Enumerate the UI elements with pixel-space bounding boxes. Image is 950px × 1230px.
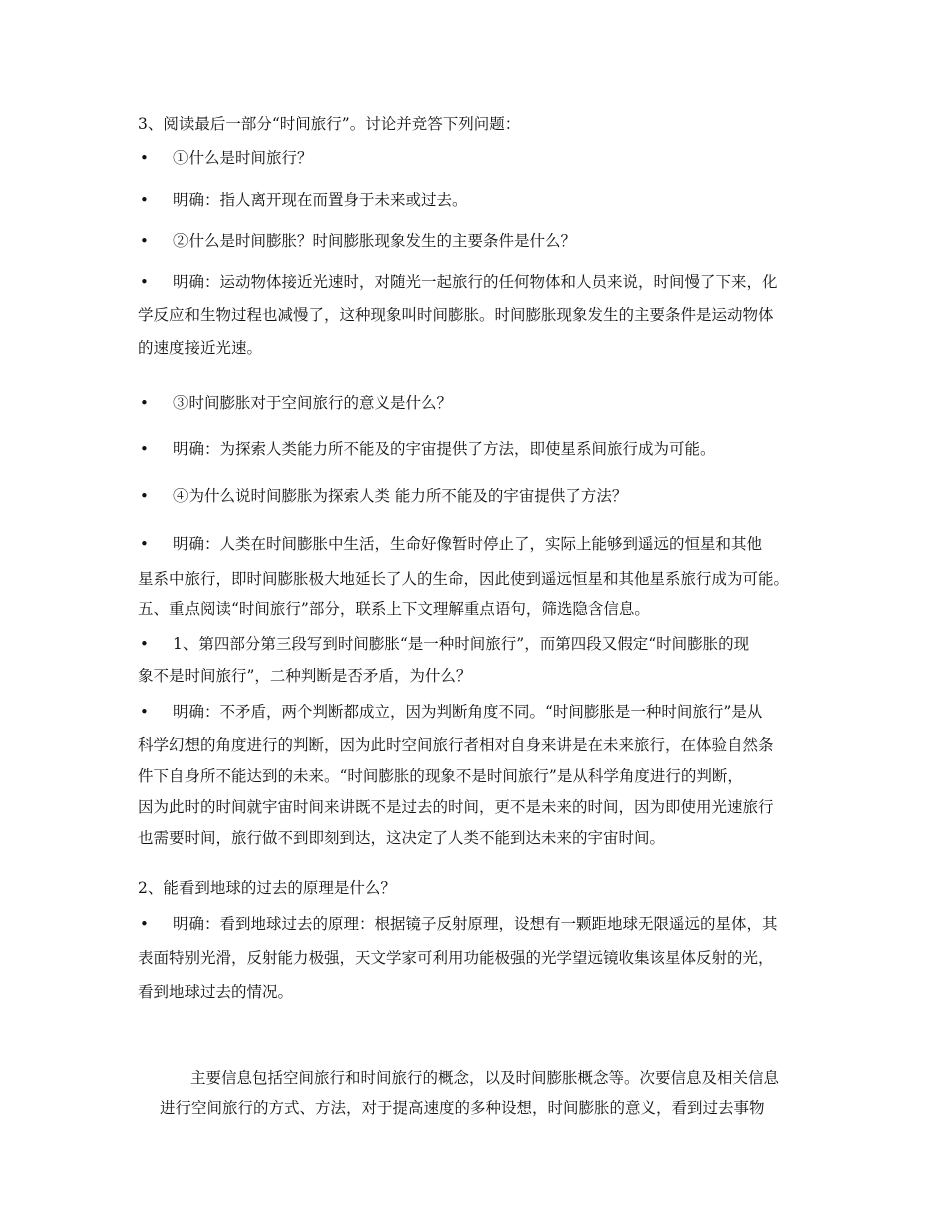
bullet: • bbox=[140, 487, 149, 505]
question-text: 2、能看到地球的过去的原理是什么？ bbox=[138, 879, 396, 897]
question-text: ③时间膨胀对于空间旅行的意义是什么？ bbox=[173, 394, 453, 412]
answer-text: 因为此时的时间就宇宙时间来讲既不是过去的时间，更不是未来的时间，因为即使用光速旅行 bbox=[138, 798, 774, 816]
section-heading: 3、阅读最后一部分“时间旅行”。讨论并竞答下列问题： bbox=[138, 115, 521, 133]
answer-text: 明确：运动物体接近光速时，对随光一起旅行的任何物体和人员来说，时间慢了下来，化 bbox=[173, 273, 778, 291]
question-text: ②什么是时间膨胀？时间膨胀现象发生的主要条件是什么？ bbox=[173, 232, 577, 250]
answer-text: 明确：不矛盾，两个判断都成立，因为判断角度不同。“时间膨胀是一种时间旅行”是从 bbox=[173, 703, 763, 721]
question-text: ①什么是时间旅行？ bbox=[173, 149, 313, 167]
bullet: • bbox=[140, 535, 149, 553]
answer-text: 件下自身所不能达到的未来。“时间膨胀的现象不是时间旅行”是从科学角度进行的判断， bbox=[138, 767, 743, 785]
summary-paragraph: 主要信息包括空间旅行和时间旅行的概念，以及时间膨胀概念等。次要信息及相关信息 bbox=[190, 1069, 780, 1087]
answer-text: 明确：人类在时间膨胀中生活，生命好像暂时停止了，实际上能够到遥远的恒星和其他 bbox=[173, 535, 763, 553]
section-heading: 五、重点阅读“时间旅行”部分，联系上下文理解重点语句，筛选隐含信息。 bbox=[138, 600, 650, 618]
answer-text: 明确：指人离开现在而置身于未来或过去。 bbox=[173, 191, 468, 209]
answer-text: 看到地球过去的情况。 bbox=[138, 983, 294, 1001]
bullet: • bbox=[140, 273, 149, 291]
bullet: • bbox=[140, 915, 149, 933]
summary-paragraph: 进行空间旅行的方式、方法，对于提高速度的多种设想，时间膨胀的意义，看到过去事物 bbox=[160, 1099, 765, 1117]
bullet: • bbox=[140, 703, 149, 721]
bullet: • bbox=[140, 191, 149, 209]
question-text: 1、第四部分第三段写到时间膨胀“是一种时间旅行”，而第四段又假定“时间膨胀的现 bbox=[173, 635, 750, 653]
answer-text: 科学幻想的角度进行的判断，因为此时空间旅行者相对自身来讲是在未来旅行，在体验自然条 bbox=[138, 736, 774, 754]
answer-text: 明确：看到地球过去的原理：根据镜子反射原理，设想有一颗距地球无限遥远的星体，其 bbox=[173, 915, 778, 933]
bullet: • bbox=[140, 635, 149, 653]
bullet: • bbox=[140, 440, 149, 458]
answer-text: 明确：为探索人类能力所不能及的宇宙提供了方法，即使星系间旅行成为可能。 bbox=[173, 440, 716, 458]
answer-text: 学反应和生物过程也减慢了，这种现象叫时间膨胀。时间膨胀现象发生的主要条件是运动物体 bbox=[138, 306, 774, 324]
answer-text: 表面特别光滑，反射能力极强，天文学家可利用功能极强的光学望远镜收集该星体反射的光， bbox=[138, 949, 774, 967]
answer-text: 星系中旅行，即时间膨胀极大地延长了人的生命，因此使到遥远恒星和其他星系旅行成为可能。 bbox=[138, 570, 790, 588]
bullet: • bbox=[140, 394, 149, 412]
answer-text: 也需要时间，旅行做不到即刻到达，这决定了人类不能到达未来的宇宙时间。 bbox=[138, 829, 666, 847]
bullet: • bbox=[140, 232, 149, 250]
question-text: 象不是时间旅行”，二种判断是否矛盾，为什么？ bbox=[138, 667, 472, 685]
bullet: • bbox=[140, 149, 149, 167]
answer-text: 的速度接近光速。 bbox=[138, 339, 263, 357]
question-text: ④为什么说时间膨胀为探索人类 能力所不能及的宇宙提供了方法？ bbox=[173, 487, 628, 505]
